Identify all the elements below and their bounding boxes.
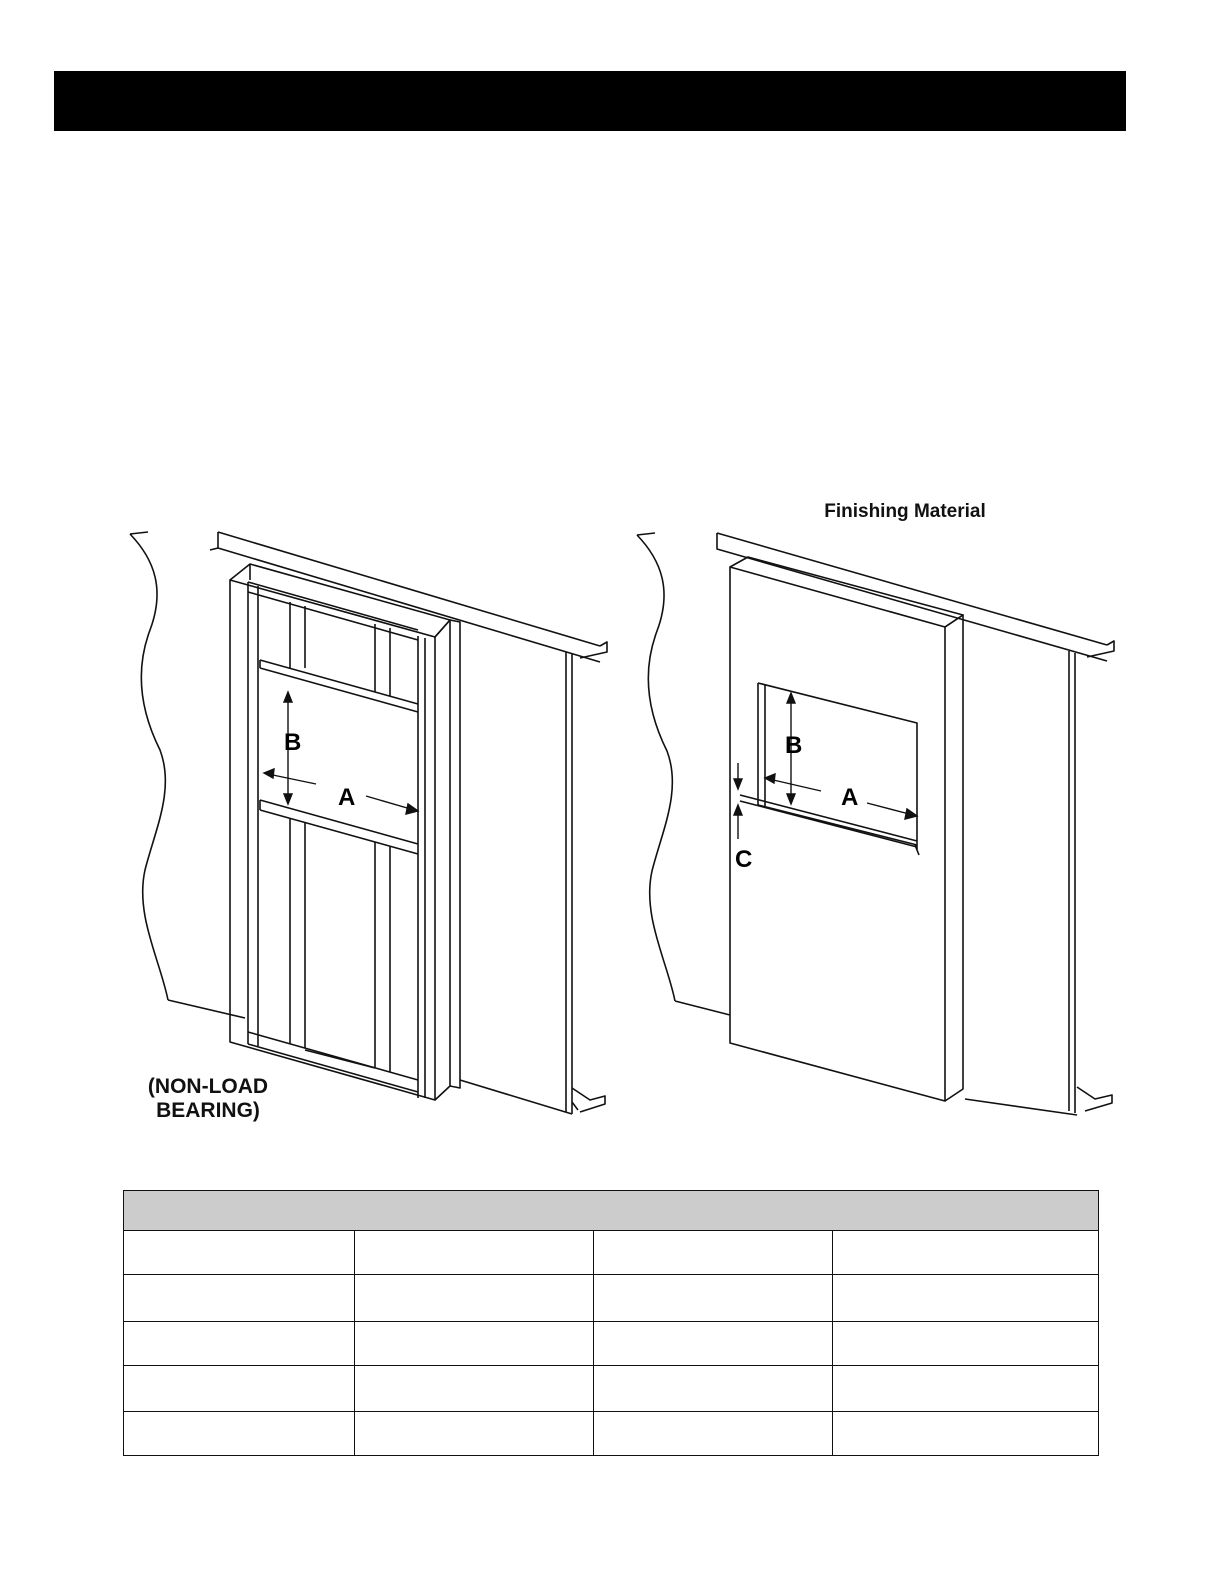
dimension-label-c: C xyxy=(735,846,753,873)
table-header xyxy=(124,1191,1099,1231)
table-cell xyxy=(355,1366,594,1412)
table-row xyxy=(124,1322,1099,1366)
table-cell xyxy=(594,1275,833,1322)
table-cell xyxy=(124,1231,355,1275)
section-header-bar xyxy=(54,71,1126,131)
table-cell xyxy=(833,1366,1099,1412)
dimension-label-a: A xyxy=(338,784,356,811)
table-cell xyxy=(833,1231,1099,1275)
finishing-material-diagram xyxy=(615,495,1135,1135)
table-cell xyxy=(124,1275,355,1322)
table-cell xyxy=(833,1275,1099,1322)
table-cell xyxy=(833,1322,1099,1366)
table-cell xyxy=(355,1275,594,1322)
table-cell xyxy=(124,1322,355,1366)
non-load-bearing-caption: (NON-LOAD BEARING) xyxy=(147,1075,269,1122)
table-cell xyxy=(594,1322,833,1366)
table-cell xyxy=(833,1412,1099,1456)
table-cell xyxy=(594,1231,833,1275)
table-cell xyxy=(355,1322,594,1366)
table-cell xyxy=(124,1412,355,1456)
finishing-material-caption: Finishing Material xyxy=(824,501,986,522)
table-cell xyxy=(594,1412,833,1456)
dimensions-table xyxy=(123,1190,1099,1456)
framing-diagram xyxy=(100,520,620,1160)
table-row xyxy=(124,1275,1099,1322)
dimension-label-b: B xyxy=(785,732,803,759)
table-cell xyxy=(124,1366,355,1412)
table-row xyxy=(124,1366,1099,1412)
table-row xyxy=(124,1412,1099,1456)
dimension-label-b: B xyxy=(284,729,302,756)
table-row xyxy=(124,1231,1099,1275)
table-cell xyxy=(594,1366,833,1412)
dimension-label-a: A xyxy=(841,784,859,811)
table-cell xyxy=(355,1231,594,1275)
table-cell xyxy=(355,1412,594,1456)
